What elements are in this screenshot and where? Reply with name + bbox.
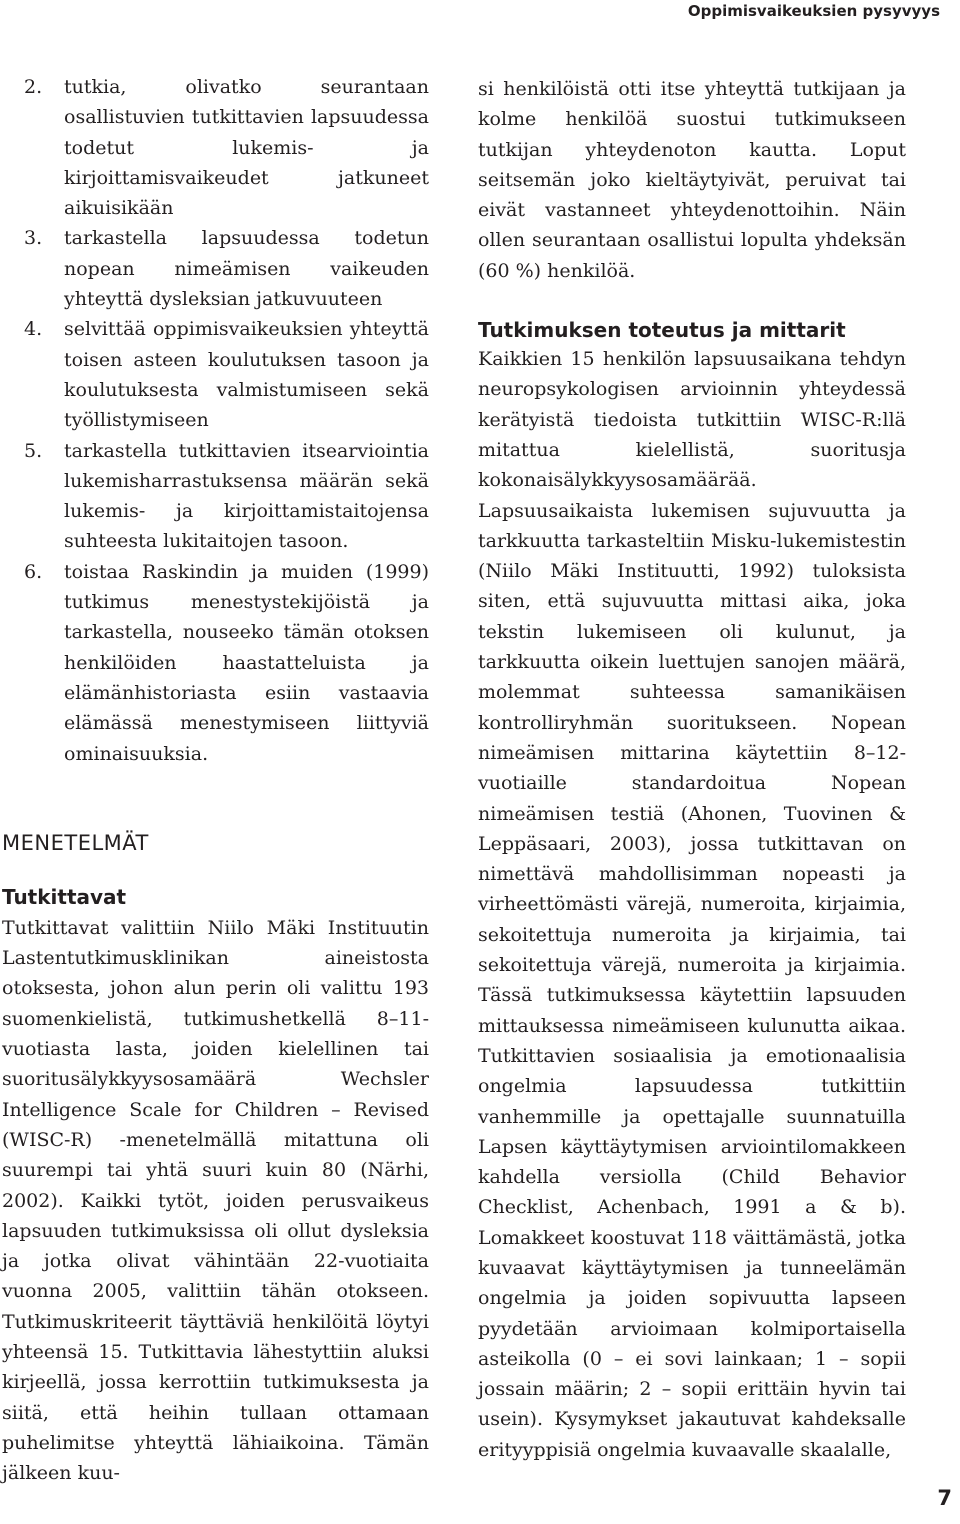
subheading-methods: Tutkimuksen toteutus ja mittarit <box>478 318 846 343</box>
list-item-number: 6. <box>24 560 43 583</box>
list-item-text: selvittää oppimisvaikeuksien yhteyttä toisen asteen koulutuksen tasoon ja koulutuksesta valmistumiseen sekä työllistymiseen <box>64 318 429 432</box>
left-column <box>2 72 429 1488</box>
methods-paragraph: Kaikkien 15 henkilön lapsuusaikana tehdyn neuropsykologisen arvioinnin yhteydessä kerätyistä tiedoista tutkittiin WISC-R:llä mitattua kielellistä, suoritusja kokonaisälykkyysosamäärää. Lapsuusaikaista lukemisen sujuvuutta ja tarkkuutta tarkasteltiin Misku-lukemistestin (Niilo Mäki Instituutti, 1992) tuloksista siten, että sujuvuutta mittasi aika, joka tekstin lukemiseen oli kulunut, ja tarkkuutta oikein luettujen sanojen määrä, molemmat suhteessa samanikäisen kontrolliryhmän suoritukseen. Nopean nimeämisen mittarina käytettiin 8–12-vuotiaille standardoitua Nopean nimeämisen testiä (Ahonen, Tuovinen & Leppäsaari, 2003), jossa tutkittavan on nimettävä mahdollisimman nopeasti ja virheettömästi värejä, numeroita, kirjaimia, sekoitettuja numeroita ja kirjaimia, tai sekoitettuja värejä, numeroita ja kirjaimia. Tässä tutkimuksessa käytettiin lapsuuden mittauksessa nimeämiseen kulunutta aikaa. Tutkittavien sosiaalisia ja emotionaalisia ongelmia lapsuudessa tutkittiin vanhemmille ja opettajalle suunnatuilla Lapsen käyttäytymisen arviointilomakkeen kahdella versiolla (Child Behavior Checklist, Achenbach, 1991 a & b). Lomakkeet koostuvat 118 väittämästä, jotka kuvaavat käyttäytymisen ja tunneelämän ongelmia ja joiden sopivuutta lapseen pyydetään arvioimaan kolmiportaisella asteikolla (0 – ei sovi lainkaan; 1 – sopii jossain määrin; 2 – sopii erittäin hyvin tai usein). Kysymykset jakautuvat kahdeksalle erityyppisiä ongelmia kuvaavalle skaalalle, <box>478 348 906 1461</box>
list-item <box>2 436 429 557</box>
list-item-number: 3. <box>24 227 43 250</box>
list-item-text: toistaa Raskindin ja muiden (1999) tutkimus menestystekijöistä ja tarkastella, nouseeko tämän otoksen henkilöiden haastatteluista ja elämänhistoriasta esiin vastaavia elämässä menestymiseen liittyviä ominaisuuksia. <box>64 560 429 765</box>
section-heading: MENETELMÄT <box>2 830 149 855</box>
list-item <box>2 72 429 223</box>
right-column <box>478 74 906 1465</box>
objectives-list <box>2 72 429 769</box>
list-item-text: tarkastella lapsuudessa todetun nopean nimeämisen vaikeuden yhteyttä dysleksian jatkuvuuteen <box>64 227 429 311</box>
list-item-text: tarkastella tutkittavien itsearviointia lukemisharrastuksensa määrän sekä lukemis- ja kirjoittamistaitojensa suhteesta lukitaitojen tasoon. <box>64 439 429 553</box>
list-item-number: 4. <box>24 318 43 341</box>
running-head: Oppimisvaikeuksien pysyvyys <box>687 2 940 20</box>
page-number: 7 <box>937 1486 952 1510</box>
participants-paragraph-continued: si henkilöistä otti itse yhteyttä tutkijaan ja kolme henkilöä suostui tutkimukseen tutkijan yhteydenoton kautta. Loput seitsemän joko kieltäytyivät, peruivat tai eivät vastanneet yhteydenottoihin. Näin ollen seurantaan osallistui lopulta yhdeksän (60 %) henkilöä. <box>478 78 906 282</box>
list-item <box>2 557 429 769</box>
list-item-number: 2. <box>24 76 43 98</box>
subheading-participants: Tutkittavat <box>2 884 127 909</box>
list-item-number: 5. <box>24 439 43 462</box>
list-item <box>2 314 429 435</box>
participants-paragraph: Tutkittavat valittiin Niilo Mäki Instituutin Lastentutkimusklinikan aineistosta otoksesta, johon alun perin oli valittu 193 suomenkielistä, tutkimushetkellä 8–11-vuotiasta lasta, joiden kielellinen tai suoritusälykkyysosamäärä Wechsler Intelligence Scale for Children – Revised (WISC-R) -menetelmällä mitattuna oli suurempi tai yhtä suuri kuin 80 (Närhi, 2002). Kaikki tytöt, joiden perusvaikeus lapsuuden tutkimuksissa oli ollut dysleksia ja jotka olivat vähintään 22-vuotiaita vuonna 2005, valittiin tähän otokseen. Tutkimuskriteerit täyttäviä henkilöitä löytyi yhteensä 15. Tutkittavia lähestyttiin aluksi kirjeellä, jossa kerrottiin tutkimuksesta ja siitä, että heihin tullaan ottamaan puhelimitse yhteyttä lähiaikoina. Tämän jälkeen kuu- <box>2 916 429 1485</box>
list-item <box>2 223 429 314</box>
list-item-text: tutkia, olivatko seurantaan osallistuvien tutkittavien lapsuudessa todetut lukemis- ja kirjoittamisvaikeudet jatkuneet aikuisikään <box>64 76 429 220</box>
